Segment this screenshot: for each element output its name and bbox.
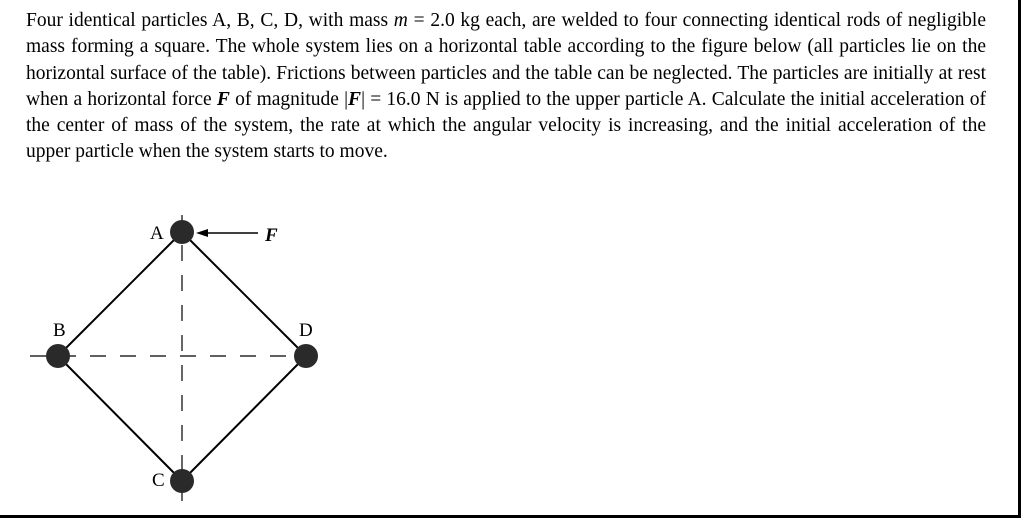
particle-c	[170, 469, 194, 493]
force-symbol: F	[216, 88, 230, 110]
problem-statement	[26, 8, 986, 166]
label-d: D	[299, 320, 313, 341]
particle-a	[170, 220, 194, 244]
rod-ad	[182, 232, 306, 356]
problem-text-1: Four identical particles A, B, C, D, with mass	[26, 10, 394, 31]
particle-b	[46, 344, 70, 368]
problem-text-3: of magnitude |	[229, 88, 349, 110]
label-a: A	[150, 223, 164, 244]
particle-d	[294, 344, 318, 368]
rod-ab	[58, 232, 182, 356]
square-figure	[0, 200, 400, 521]
force-symbol-magnitude: F	[348, 88, 362, 110]
force-arrow-head	[196, 229, 208, 237]
rod-bc	[58, 356, 182, 481]
label-f: F	[265, 225, 278, 246]
problem-text-4: | = 16.0 N is applied to the upper particle A. Calculate the initial acceleration of the center of mass of the system, the rate at which the angular velocity is increasing, and the initial acceleration of the upper particle when the system starts to move.	[26, 88, 987, 163]
mass-symbol: m	[393, 10, 408, 31]
problem-text-2: = 2.0 kg each, are welded to four connecting identical rods of negligible mass forming a square. The whole system lies on a horizontal table according to the figure below (all particles lie on the horizontal surface of the table). Frictions between particles and the table can be neglected. The particles are initially at rest when a horizontal force	[26, 10, 986, 110]
figure-diagram	[0, 200, 400, 521]
rod-dc	[182, 356, 306, 481]
label-b: B	[53, 320, 66, 341]
label-c: C	[152, 470, 165, 491]
